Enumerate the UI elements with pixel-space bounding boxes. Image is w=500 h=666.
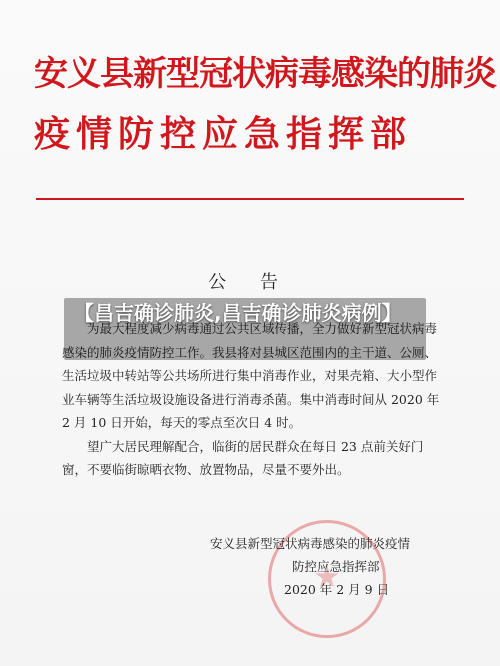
header-line-2: 疫情防控应急指挥部 <box>34 113 413 155</box>
notice-paragraph-2: 望广大居民理解配合，临街的居民群众在每日 23 点前关好门窗，不要临街晾晒衣物、放置物品，尽量不要外出。 <box>62 438 424 477</box>
header-divider <box>36 198 464 200</box>
signature-block <box>210 532 450 601</box>
caption-text: 【昌吉确诊肺炎,昌吉确诊肺炎病例】 <box>74 301 402 325</box>
document-header <box>34 52 496 156</box>
header-line-1: 安义县新型冠状病毒感染的肺炎 <box>34 54 496 94</box>
signature-date: 2020 年 2 月 9 日 <box>284 582 390 597</box>
notice-paragraph-1: 为最大程度减少病毒通过公共区域传播，全力做好新型冠状病毒感染的肺炎疫情防控工作。我县将对县城区范围内的主干道、公厕、生活垃圾中转站等公共场所进行集中消毒作业，对果壳箱、大小型作业车辆等生活垃圾设施设备进行消毒杀菌。集中消毒时间从 2020 年 2 月 10 日开始，每天的零点至次日 4 时。 <box>62 321 440 430</box>
signature-org-line-2: 防控应急指挥部 <box>292 559 380 574</box>
signature-org-line-1: 安义县新型冠状病毒感染的肺炎疫情 <box>210 536 411 551</box>
notice-title: 公 告 <box>208 272 292 293</box>
